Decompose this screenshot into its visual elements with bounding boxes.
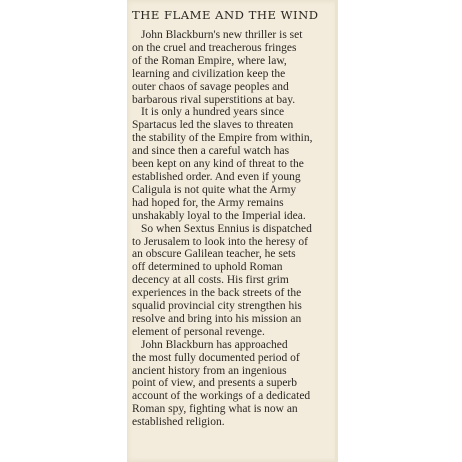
- blurb-line: of the Roman Empire, where law,: [132, 54, 287, 67]
- blurb-line: been kept on any kind of threat to the: [132, 158, 304, 171]
- book-title: THE FLAME AND THE WIND: [132, 8, 319, 22]
- blurb-line: to Jerusalem to look into the heresy of: [132, 235, 308, 248]
- blurb-line: and since then a careful watch has: [132, 145, 290, 158]
- blurb-text: [132, 29, 333, 429]
- blurb-line: learning and civilization keep the: [132, 67, 286, 80]
- blurb-line: the most fully documented period of: [132, 351, 300, 364]
- blurb-line: established order. And even if young: [132, 170, 301, 183]
- blurb-line: resolve and bring into his mission an: [132, 312, 302, 325]
- blurb-line: It is only a hundred years since: [141, 106, 285, 119]
- blurb-line: off determined to uphold Roman: [132, 261, 283, 274]
- blurb-line: decency at all costs. His first grim: [132, 274, 289, 287]
- blurb-line: element of personal revenge.: [132, 325, 265, 338]
- blurb-line: had hoped for, the Army remains: [132, 196, 284, 209]
- blurb-line: squalid provincial city strengthen his: [132, 300, 302, 313]
- blurb-line: John Blackburn's new thriller is set: [141, 29, 303, 41]
- blurb-line: barbarous rival superstitions at bay.: [132, 93, 296, 106]
- blurb-line: ancient history from an ingenious: [132, 364, 287, 377]
- blurb-line: experiences in the back streets of the: [132, 287, 302, 300]
- blurb-line: John Blackburn has approached: [141, 338, 288, 351]
- blurb-line: point of view, and presents a superb: [132, 377, 298, 390]
- blurb-paragraph: [132, 29, 333, 106]
- blurb-line: outer chaos of savage peoples and: [132, 80, 289, 93]
- blurb-line: So when Sextus Ennius is dispatched: [141, 222, 312, 235]
- blurb-line: Spartacus led the slaves to threaten: [132, 119, 294, 132]
- blurb-paragraph: [132, 223, 333, 339]
- blurb-line: on the cruel and treacherous fringes: [132, 41, 297, 54]
- blurb-paragraph: [132, 106, 333, 222]
- blurb-line: established religion.: [132, 416, 225, 429]
- blurb-paragraph: [132, 339, 333, 429]
- blurb-line: the stability of the Empire from within,: [132, 132, 313, 145]
- flap-edge: [335, 0, 338, 462]
- blurb-line: account of the workings of a dedicated: [132, 390, 311, 403]
- blurb-line: Caligula is not quite what the Army: [132, 183, 297, 196]
- blurb-line: Roman spy, fighting what is now an: [132, 403, 298, 416]
- blurb-line: an obscure Galilean teacher, he sets: [132, 248, 296, 261]
- blurb-line: unshakably loyal to the Imperial idea.: [132, 209, 306, 222]
- dust-jacket-flap: [127, 0, 338, 462]
